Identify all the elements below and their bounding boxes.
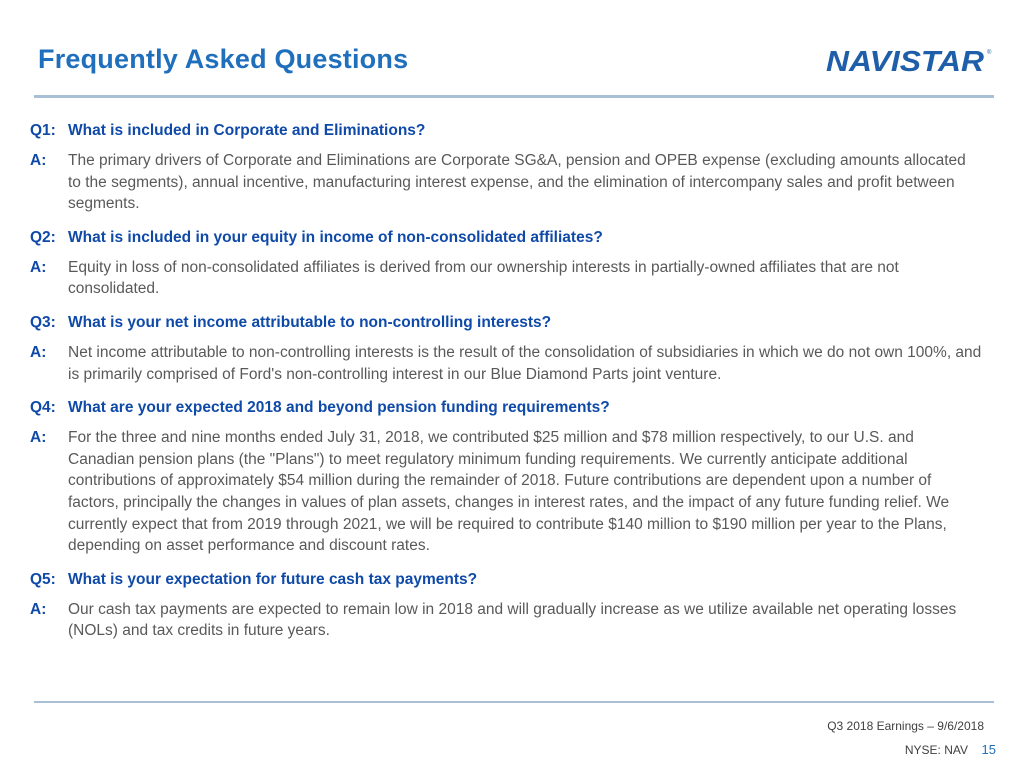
svg-text:®: ® (987, 50, 992, 56)
question (30, 227, 1000, 249)
footer-ticker: NYSE: NAV (904, 743, 968, 757)
page-title: Frequently Asked Questions (38, 44, 409, 74)
footer-divider (34, 701, 994, 703)
question-label: Q1: (30, 122, 56, 139)
answer-text: The primary drivers of Corporate and Eliminations are Corporate SG&A, pension and OPEB expense (excluding amounts allocated to the segments), annual incentive, manufacturing interest expense, and the elimination of intercompany sales and profit between segments. (68, 152, 966, 213)
answer-label: A: (30, 600, 47, 618)
answer (30, 599, 1000, 642)
question-label: Q4: (30, 399, 56, 417)
question (30, 120, 1000, 142)
footer-event: Q3 2018 Earnings – 9/6/2018 (827, 719, 984, 733)
question (30, 312, 1000, 334)
answer-text: Net income attributable to non-controlling interests is the result of the consolidation of subsidiaries in which we do not own 100%, and is primarily comprised of Ford's non-controlling interest in our Blue Diamond Parts joint venture. (68, 343, 982, 383)
navistar-logo-text: NAVISTAR (826, 46, 985, 76)
question-label: Q2: (30, 228, 56, 246)
question-text: What is your net income attributable to non-controlling interests? (68, 313, 552, 331)
answer-label: A: (30, 429, 47, 447)
question (30, 569, 1000, 591)
question-text: What is included in Corporate and Eliminations? (68, 122, 426, 139)
question-text: What is included in your equity in income of non-consolidated affiliates? (68, 228, 603, 246)
question (30, 397, 1000, 419)
answer-label: A: (30, 152, 47, 169)
answer-label: A: (30, 343, 47, 361)
faq-item-1 (30, 120, 1000, 215)
question-text: What is your expectation for future cash tax payments? (68, 570, 478, 588)
faq-item-2 (30, 227, 1000, 300)
answer (30, 427, 1000, 557)
faq-item-3 (30, 312, 1000, 385)
page-number: 15 (981, 742, 996, 757)
answer-text: Equity in loss of non-consolidated affiliates is derived from our ownership interests in partially-owned affiliates that are not consolidated. (68, 258, 899, 298)
faq-item-4 (30, 397, 1000, 557)
answer (30, 342, 1000, 385)
navistar-logo (826, 44, 994, 76)
faq-item-5 (30, 569, 1000, 642)
answer-label: A: (30, 258, 47, 276)
header-divider (34, 95, 994, 98)
answer (30, 150, 1000, 215)
question-text: What are your expected 2018 and beyond pension funding requirements? (68, 399, 610, 417)
answer-text: Our cash tax payments are expected to remain low in 2018 and will gradually increase as we utilize available net operating losses (NOLs) and tax credits in future years. (68, 600, 957, 640)
question-label: Q5: (30, 570, 56, 588)
answer (30, 257, 1000, 300)
faq-list (30, 120, 1000, 654)
question-label: Q3: (30, 313, 56, 331)
answer-text: For the three and nine months ended July 31, 2018, we contributed $25 million and $78 million respectively, to our U.S. and Canadian pension plans (the "Plans") to meet regulatory minimum funding requirements. We currently anticipate additional contributions of approximately $54 million during the remainder of 2018. Future contributions are dependent upon a number of factors, principally the changes in values of plan assets, changes in interest rates, and the impact of any future funding relief. We currently expect that from 2019 through 2021, we will be required to contribute $140 million to $190 million per year to the Plans, depending on asset performance and discount rates. (68, 429, 950, 555)
